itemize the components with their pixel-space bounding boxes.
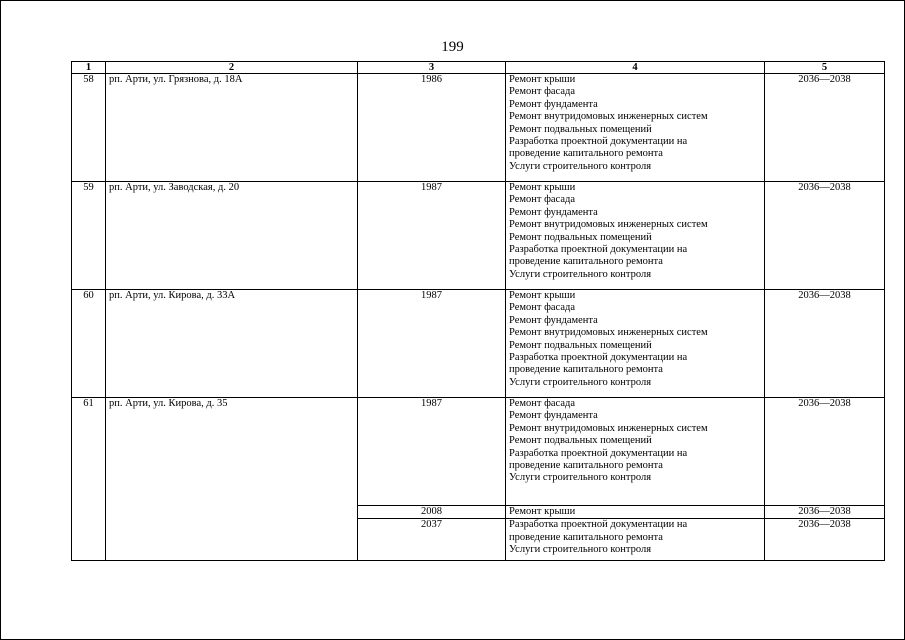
building-address: рп. Арти, ул. Кирова, д. 33А (106, 290, 358, 398)
repair-works (506, 182, 765, 290)
work-item: Услуги строительного контроля (509, 268, 652, 280)
column-header: 3 (358, 62, 506, 74)
planned-period: 2036—2038 (765, 182, 885, 290)
table-row (72, 182, 885, 290)
building-address: рп. Арти, ул. Заводская, д. 20 (106, 182, 358, 290)
repair-works (506, 290, 765, 398)
row-number: 59 (72, 182, 106, 290)
row-number: 60 (72, 290, 106, 398)
work-item: Ремонт фасада (509, 398, 576, 409)
table-row (72, 398, 885, 506)
work-item: Услуги строительного контроля (509, 160, 652, 172)
building-address: рп. Арти, ул. Грязнова, д. 18А (106, 74, 358, 182)
building-address: рп. Арти, ул. Кирова, д. 35 (106, 398, 358, 561)
row-number: 61 (72, 398, 106, 561)
work-item: проведение капитального ремонта (509, 460, 663, 472)
planned-period: 2036—2038 (765, 74, 885, 182)
work-item: Разработка проектной документации на (509, 447, 688, 459)
work-item: Разработка проектной документации на (509, 136, 688, 148)
work-item: Разработка проектной документации на (509, 352, 688, 364)
planned-period: 2036—2038 (765, 398, 885, 506)
work-item: проведение капитального ремонта (509, 148, 663, 160)
planned-period: 2036—2038 (765, 519, 885, 561)
work-item: Ремонт фасада (509, 194, 576, 206)
work-item: проведение капитального ремонта (509, 531, 663, 543)
work-item: Ремонт крыши (509, 290, 576, 301)
planned-period: 2036—2038 (765, 506, 885, 519)
page-number: 199 (441, 39, 464, 55)
work-item: Ремонт подвальных помещений (509, 339, 652, 351)
work-item: Услуги строительного контроля (509, 544, 652, 556)
work-item: Ремонт крыши (509, 74, 576, 85)
work-item: Ремонт подвальных помещений (509, 231, 652, 243)
commission-year: 2008 (358, 506, 506, 519)
repair-works (506, 74, 765, 182)
work-item: проведение капитального ремонта (509, 364, 663, 376)
repair-works (506, 506, 765, 519)
work-item: Ремонт фундамента (509, 206, 598, 218)
work-item: Ремонт фундамента (509, 98, 598, 110)
work-item: Ремонт фундамента (509, 314, 598, 326)
work-item: Услуги строительного контроля (509, 472, 652, 484)
work-item: Ремонт фундамента (509, 410, 598, 422)
work-item: Ремонт фасада (509, 302, 576, 314)
commission-year: 2037 (358, 519, 506, 561)
work-item: Разработка проектной документации на (509, 519, 688, 531)
commission-year: 1987 (358, 290, 506, 398)
work-item: Разработка проектной документации на (509, 244, 688, 256)
work-item: проведение капитального ремонта (509, 256, 663, 268)
work-item: Ремонт внутридомовых инженерных систем (509, 219, 708, 231)
work-item: Ремонт крыши (509, 506, 576, 517)
work-item: Ремонт крыши (509, 182, 576, 193)
work-item: Ремонт внутридомовых инженерных систем (509, 327, 708, 339)
commission-year: 1987 (358, 398, 506, 506)
work-item: Ремонт фасада (509, 86, 576, 98)
repair-works (506, 519, 765, 561)
housing-repair-table (71, 61, 885, 561)
column-header: 1 (72, 62, 106, 74)
repair-works (506, 398, 765, 506)
planned-period: 2036—2038 (765, 290, 885, 398)
column-header: 5 (765, 62, 885, 74)
table-row (72, 74, 885, 182)
row-number: 58 (72, 74, 106, 182)
commission-year: 1987 (358, 182, 506, 290)
column-header: 2 (106, 62, 358, 74)
table-row (72, 290, 885, 398)
work-item: Услуги строительного контроля (509, 376, 652, 388)
table-header-row (72, 62, 885, 74)
work-item: Ремонт подвальных помещений (509, 435, 652, 447)
commission-year: 1986 (358, 74, 506, 182)
work-item: Ремонт внутридомовых инженерных систем (509, 111, 708, 123)
column-header: 4 (506, 62, 765, 74)
work-item: Ремонт подвальных помещений (509, 123, 652, 135)
work-item: Ремонт внутридомовых инженерных систем (509, 422, 708, 434)
